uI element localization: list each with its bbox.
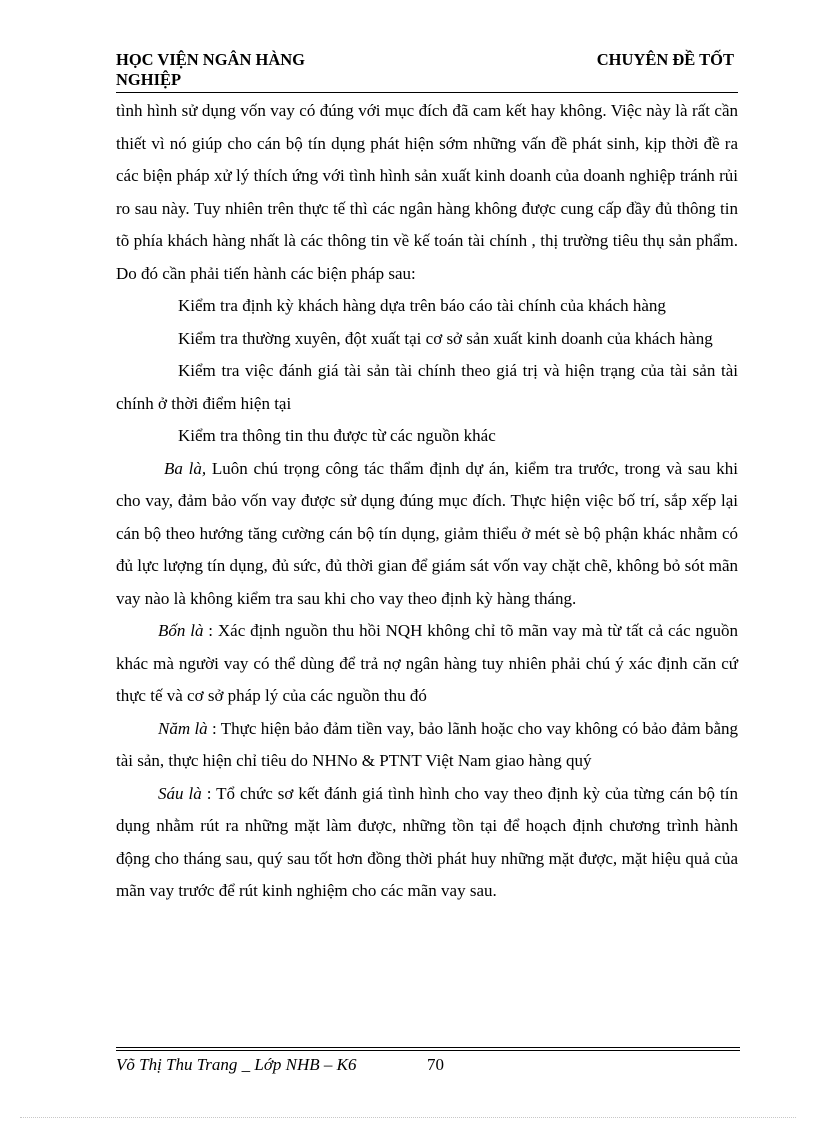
page-edge-dotted-line xyxy=(20,1117,796,1118)
measure-item-1: Kiểm tra định kỳ khách hàng dựa trên báo cáo tài chính của khách hàng xyxy=(178,296,666,315)
paragraph-text: Luôn chú trọng công tác thẩm định dự án, kiểm tra trước, trong và sau khi cho vay, đảm bảo vốn vay được sử dụng đúng mục đích. Thực hiện việc bố trí, sắp xếp lại cán bộ theo hướng tăng cường cán bộ tín dụng, giảm thiểu ở mét sè bộ phận khác nhằm có đủ lực lượng tín dụng, đủ sức, đủ thời gian để giám sát vốn vay chặt chẽ, không bỏ sót mãn vay nào là không kiểm tra sau khi cho vay theo định kỳ hàng tháng. xyxy=(116,458,738,608)
paragraph-label: Năm là xyxy=(158,718,208,738)
page-header xyxy=(116,50,738,94)
header-document-type: CHUYÊN ĐỀ TỐT xyxy=(596,50,734,69)
paragraph-nam-la xyxy=(116,713,738,778)
header-divider xyxy=(116,92,738,93)
paragraph-bon-la xyxy=(116,615,738,713)
measure-item-2: Kiểm tra thường xuyên, đột xuất tại cơ sở sản xuất kinh doanh của khách hàng xyxy=(178,328,713,348)
footer-author: Võ Thị Thu Trang _ Lớp NHB – K6 xyxy=(116,1055,357,1074)
page-number: 70 xyxy=(427,1055,444,1074)
paragraph-monitoring: tình hình sử dụng vốn vay có đúng với mục đích đã cam kết hay không. Việc này là rất cần thiết vì nó giúp cho cán bộ tín dụng phát hiện sớm những vấn đề phát sinh, kịp thời đề ra các biện pháp xử lý thích ứng với tình hình sản xuất kinh doanh của doanh nghiệp tránh rủi ro sau này. Tuy nhiên trên thực tế thì các ngân hàng không được cung cấp đầy đủ thông tin tõ phía khách hàng nhất là các thông tin về kế toán tài chính , thị trường tiêu thụ sản phẩm. Do đó cần phải tiến hành các biện pháp sau: xyxy=(116,101,738,283)
page-footer xyxy=(116,1055,444,1075)
paragraph-sau-la xyxy=(116,778,738,908)
paragraph-label: Ba là, xyxy=(164,458,207,478)
footer-divider-top xyxy=(116,1047,740,1048)
header-institution: HỌC VIỆN NGÂN HÀNG xyxy=(116,50,306,69)
paragraph-label: Sáu là xyxy=(158,783,202,803)
paragraph-text: : Xác định nguồn thu hồi NQH không chỉ tõ mãn vay mà từ tất cả các nguồn khác mà người vay có thể dùng để trả nợ ngân hàng tuy nhiên phải chú ý xác định căn cứ thực tế và cơ sở pháp lý của các nguồn thu đó xyxy=(116,621,738,705)
paragraph-text: : Thực hiện bảo đảm tiền vay, bảo lãnh hoặc cho vay không có bảo đảm bằng tài sản, thực hiện chỉ tiêu do NHNo & PTNT Việt Nam giao hàng quý xyxy=(116,718,738,770)
paragraph-label: Bốn là xyxy=(158,621,204,640)
page-body xyxy=(116,95,738,908)
footer-divider-bottom xyxy=(116,1050,740,1051)
measure-item-3: Kiểm tra việc đánh giá tài sản tài chính theo giá trị và hiện trạng của tài sản tài chính ở thời điểm hiện tại xyxy=(116,361,738,413)
header-document-type-continued: NGHIỆP xyxy=(116,70,182,89)
measure-item-4: Kiểm tra thông tin thu được từ các nguồn khác xyxy=(178,426,496,445)
paragraph-text: : Tổ chức sơ kết đánh giá tình hình cho vay theo định kỳ của từng cán bộ tín dụng nhằm rút ra những mặt làm được, những tồn tại để hoạch định chương trình hành động cho tháng sau, quý sau tốt hơn đồng thời phát huy những mặt được, mặt hiệu quả của mãn vay trước để rút kinh nghiệm cho các mãn vay sau. xyxy=(116,783,738,900)
paragraph-ba-la xyxy=(116,453,738,616)
